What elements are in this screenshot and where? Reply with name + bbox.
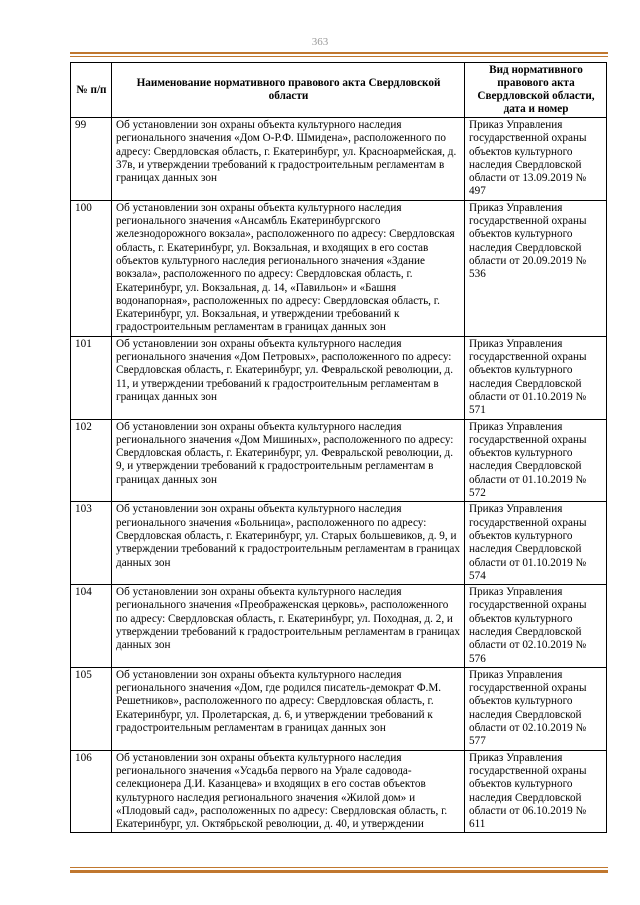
header-name: Наименование нормативного правового акта Свердловской области [112, 63, 465, 118]
table-row [71, 667, 607, 750]
row-num: 99 [71, 118, 112, 201]
row-kind: Приказ Управления государственной охраны объектов культурного наследия Свердловской области от 01.10.2019 № 571 [465, 336, 607, 419]
table-row [71, 336, 607, 419]
row-name: Об установлении зон охраны объекта культурного наследия регионального значения «Ансамбль Екатеринбургского железнодорожного вокзала», расположенного по адресу: Свердловская область, г. Екатеринбург, ул. Вокзальная, и входящих в его состав объектов культурного наследия регионального значения «Здание вокзала», расположенного по адресу: Свердловская область, г. Екатеринбург, ул. Вокзальная, д. 14, «Павильон» и «Башня водонапорная», расположенных по адресу: Свердловская область, г. Екатеринбург, ул. Вокзальная, и утверждении требований к градостроительным регламентам в границах данных зон [112, 200, 465, 336]
row-kind: Приказ Управления государственной охраны объектов культурного наследия Свердловской области от 13.09.2019 № 497 [465, 118, 607, 201]
row-num: 101 [71, 336, 112, 419]
row-kind: Приказ Управления государственной охраны объектов культурного наследия Свердловской области от 20.09.2019 № 536 [465, 200, 607, 336]
header-num: № п/п [71, 63, 112, 118]
row-kind: Приказ Управления государственной охраны объектов культурного наследия Свердловской области от 01.10.2019 № 572 [465, 419, 607, 502]
row-num: 100 [71, 200, 112, 336]
row-name: Об установлении зон охраны объекта культурного наследия регионального значения «Дом О-Р.Ф. Шмидена», расположенного по адресу: Свердловская область, г. Екатеринбург, ул. Красноармейская, д. 37в, и утверждении требований к градостроительным регламентам в границах данных зон [112, 118, 465, 201]
row-num: 104 [71, 585, 112, 668]
page-number: 363 [311, 36, 329, 48]
row-num: 102 [71, 419, 112, 502]
header-rule [70, 52, 608, 54]
legal-acts-table [70, 62, 607, 833]
table-header-row [71, 63, 607, 118]
table-row [71, 200, 607, 336]
row-name: Об установлении зон охраны объекта культурного наследия регионального значения «Усадьба первого на Урале садовода-селекционера Д.И. Казанцева» и входящих в его состав объектов культурного наследия регионального значения «Жилой дом» и «Плодовый сад», расположенных по адресу: Свердловская область, г. Екатеринбург, ул. Октябрьской революции, д. 40, и утверждении [112, 750, 465, 833]
header-rule-thin [70, 56, 608, 57]
row-name: Об установлении зон охраны объекта культурного наследия регионального значения «Дом Петровых», расположенного по адресу: Свердловская область, г. Екатеринбург, ул. Февральской революции, д. 11, и утверждении требований к градостроительным регламентам в границах данных зон [112, 336, 465, 419]
footer-rule [70, 870, 608, 873]
row-num: 106 [71, 750, 112, 833]
row-kind: Приказ Управления государственной охраны объектов культурного наследия Свердловской области от 01.10.2019 № 574 [465, 502, 607, 585]
row-name: Об установлении зон охраны объекта культурного наследия регионального значения «Дом, где родился писатель-демократ Ф.М. Решетников», расположенного по адресу: Свердловская область, г. Екатеринбург, ул. Пролетарская, д. 6, и утверждении требований к градостроительным регламентам в границах данных зон [112, 667, 465, 750]
table-row [71, 750, 607, 833]
row-name: Об установлении зон охраны объекта культурного наследия регионального значения «Больница», расположенного по адресу: Свердловская область, г. Екатеринбург, ул. Старых большевиков, д. 9, и утверждении требований к градостроительным регламентам в границах данных зон [112, 502, 465, 585]
table-row [71, 502, 607, 585]
row-kind: Приказ Управления государственной охраны объектов культурного наследия Свердловской области от 02.10.2019 № 577 [465, 667, 607, 750]
table-row [71, 118, 607, 201]
row-kind: Приказ Управления государственной охраны объектов культурного наследия Свердловской области от 06.10.2019 № 611 [465, 750, 607, 833]
row-name: Об установлении зон охраны объекта культурного наследия регионального значения «Дом Мишиных», расположенного по адресу: Свердловская область, г. Екатеринбург, ул. Февральской революции, д. 9, и утверждении требований к градостроительным регламентам в границах данных зон [112, 419, 465, 502]
row-name: Об установлении зон охраны объекта культурного наследия регионального значения «Преображенская церковь», расположенного по адресу: Свердловская область, г. Екатеринбург, ул. Походная, д. 2, и утверждении требований к градостроительным регламентам в границах данных зон [112, 585, 465, 668]
table-row [71, 585, 607, 668]
row-num: 103 [71, 502, 112, 585]
table-row [71, 419, 607, 502]
header-kind: Вид нормативного правового акта Свердловской области, дата и номер [465, 63, 607, 118]
row-kind: Приказ Управления государственной охраны объектов культурного наследия Свердловской области от 02.10.2019 № 576 [465, 585, 607, 668]
row-num: 105 [71, 667, 112, 750]
footer-rule-thin [70, 867, 608, 868]
